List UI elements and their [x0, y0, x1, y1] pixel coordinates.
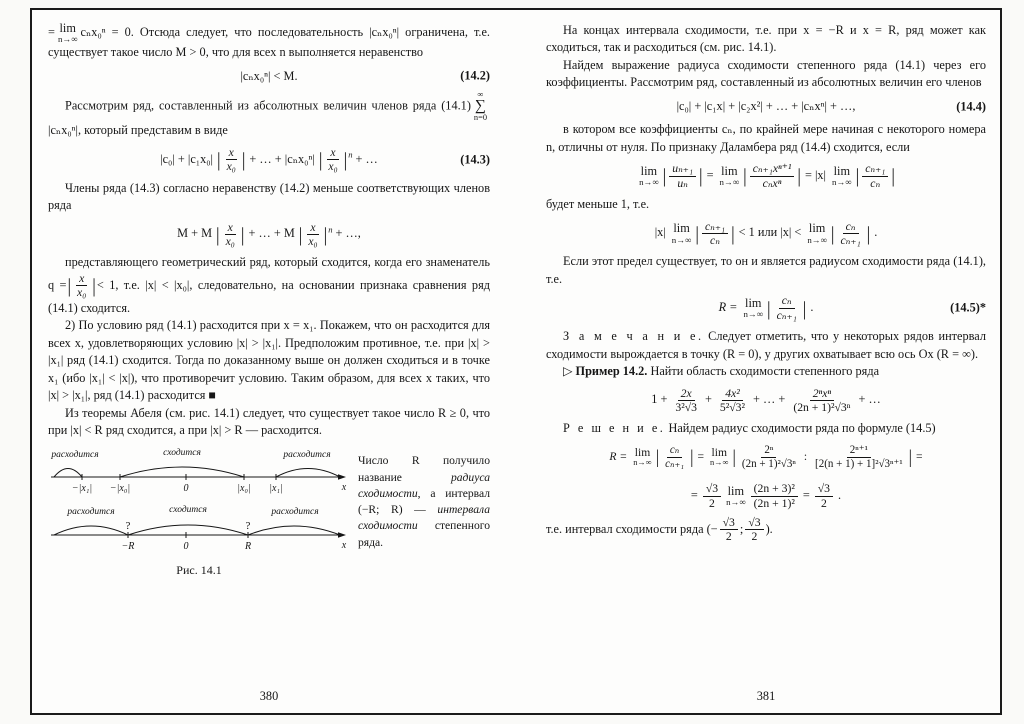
arc-label-converges: сходится — [163, 448, 201, 459]
fraction — [672, 387, 700, 415]
separator: ; — [739, 521, 744, 536]
math-text: + … — [858, 392, 881, 407]
text-run: Найдем радиус сходимости ряда по формуле (14.5) — [665, 421, 936, 436]
lim-subscript: n→∞ — [633, 458, 652, 468]
numerator: cₙ₊₁xⁿ⁺¹ — [750, 162, 795, 176]
text-run: Следует отметить, что у некоторых рядов интервал сходимости вырождается в точку (R = 0), у других охватывает всю ось Ox (R = ∞). — [546, 329, 986, 361]
exponent-n: n — [328, 224, 333, 235]
fraction — [790, 387, 853, 415]
denominator: x₀ — [308, 235, 318, 249]
text-run: cₙx₀ⁿ = 0. Отсюда следует, что последовательность |cₙx₀ⁿ| ограничена, т.е. существует такое число M > 0, что для всех n выполняется неравенство — [48, 24, 490, 60]
numerator: √3 — [745, 516, 763, 530]
text-run: Число R получило название — [358, 454, 490, 484]
lim-word: lim — [59, 21, 76, 35]
fraction — [751, 482, 798, 510]
denominator: (2n + 1)²√3ⁿ — [741, 457, 796, 470]
abs-bar: | — [732, 445, 736, 468]
fraction — [815, 482, 833, 510]
term-radius-of-convergence: радиуса сходимости — [358, 470, 490, 500]
limit-operator — [720, 165, 740, 187]
abs-bar: | — [240, 222, 245, 246]
numerator: 2ⁿ⁺¹ — [847, 444, 871, 458]
denominator: [2(n + 1) + 1]²√3ⁿ⁺¹ — [815, 457, 903, 470]
sum-symbol — [474, 91, 487, 122]
paragraph-dalembert-condition — [546, 121, 986, 156]
fraction — [750, 162, 795, 190]
denominator: cₙ — [710, 233, 720, 247]
denominator: cₙ₊₁ — [665, 457, 685, 470]
arc-label-diverges: расходится — [51, 450, 99, 461]
text-run: = — [48, 24, 55, 39]
formula-geometric-series — [48, 221, 490, 249]
arc-label-diverges: расходится — [271, 507, 319, 518]
limit-operator — [633, 447, 652, 468]
sum-sigma: ∑ — [474, 97, 486, 115]
arc-label-converges: сходится — [169, 505, 207, 516]
abs-bar: | — [298, 222, 303, 246]
lim-word: lim — [711, 445, 728, 459]
page-right — [516, 10, 1000, 713]
limit-operator — [58, 22, 78, 44]
math-text: R = — [609, 449, 628, 463]
close-paren: ). — [765, 521, 773, 536]
abs-bar: | — [699, 163, 703, 187]
tick-label-zero: 0 — [183, 483, 189, 495]
text-run: Если этот предел существует, то он и является радиусом сходимости ряда (14.1), т.е. — [546, 254, 986, 286]
fraction — [325, 146, 340, 174]
example-marker-icon: ▷ — [563, 364, 576, 379]
solution-lead: Р е ш е н и е. — [563, 421, 666, 436]
denominator: 2 — [820, 496, 827, 510]
fraction — [669, 162, 696, 190]
text-run: Найти область сходимости степенного ряда — [647, 364, 880, 379]
denominator: 5²√3² — [719, 400, 745, 414]
tick-label-neg-x0: −|x₀| — [109, 483, 131, 495]
denominator: cₙxⁿ — [762, 176, 782, 190]
lim-word: lim — [745, 296, 762, 311]
formula-example-series — [546, 387, 986, 415]
abs-bar: | — [891, 163, 895, 187]
paragraph-less-than-one — [546, 196, 986, 213]
tick-label-R: R — [244, 541, 252, 553]
lim-subscript: n→∞ — [726, 497, 746, 508]
denominator: x₀ — [226, 160, 236, 174]
lim-word: lim — [808, 221, 826, 236]
numerator: √3 — [815, 482, 833, 496]
tick-label-neg-R: −R — [121, 541, 135, 553]
tick-label-neg-x1: −|x₁| — [71, 483, 93, 495]
lim-word: lim — [640, 164, 658, 179]
question-mark: ? — [125, 520, 131, 533]
fraction — [703, 482, 721, 510]
formula-14-2 — [48, 68, 490, 85]
question-mark: ? — [245, 520, 251, 533]
exponent-n: n — [348, 149, 353, 160]
math-text: = — [916, 449, 923, 463]
numerator: cₙ — [779, 294, 795, 308]
math-text: . — [810, 300, 814, 315]
tick-label-x0: |x₀| — [237, 483, 251, 495]
fraction — [223, 221, 238, 249]
abs-bar: | — [67, 273, 72, 297]
denominator: cₙ₊₁ — [840, 233, 861, 247]
lim-subscript: n→∞ — [719, 177, 740, 188]
text-run: Рассмотрим ряд, составленный из абсолютных величин членов ряда (14.1) — [65, 98, 471, 113]
abs-bar: | — [690, 445, 694, 468]
denominator: cₙ — [870, 176, 881, 190]
math-text: |x| — [654, 225, 666, 240]
text-run: Из теоремы Абеля (см. рис. 14.1) следует, что существует такое число R ≥ 0, что при |x| < R ряд сходится, а при |x| > R — расходится. — [48, 405, 490, 437]
paragraph-radius-expression — [546, 57, 986, 92]
page-left — [32, 10, 516, 713]
text-run: < 1, т.е. |x| < |x₀|, следовательно, на основании признака сравнения ряд (14.1) сходится. — [48, 277, 490, 315]
numerator: (2n + 3)² — [751, 482, 798, 496]
arc-convergent-2 — [128, 525, 248, 535]
denominator: uₙ — [677, 176, 688, 190]
numerator: cₙ₊₁ — [862, 162, 888, 176]
denominator: (2n + 1)² — [753, 496, 795, 510]
numerator: cₙ₊₁ — [702, 220, 728, 234]
abs-bar: | — [797, 163, 801, 187]
paragraph-example-14-2 — [546, 363, 986, 380]
numerator: uₙ₊₁ — [669, 162, 696, 176]
denominator: 2 — [709, 496, 715, 510]
math-text: = — [802, 487, 810, 502]
fraction — [862, 162, 888, 190]
math-text: + …, — [335, 226, 361, 241]
denominator: cₙ₊₁ — [776, 308, 797, 322]
arc-divergent-left-2 — [54, 526, 128, 535]
abs-bar: | — [217, 147, 221, 171]
numerator: 2ⁿxⁿ — [810, 387, 834, 401]
math-text: = — [690, 487, 698, 502]
division-colon: : — [803, 449, 808, 463]
text-run: будет меньше 1, т.е. — [546, 197, 650, 212]
figure-14-1 — [48, 447, 490, 579]
math-text: = — [697, 449, 705, 463]
abs-bar: | — [323, 222, 328, 246]
arc-label-diverges: расходится — [67, 507, 115, 518]
math-text: . — [838, 487, 842, 502]
abs-bar: | — [216, 222, 220, 246]
page-number-right: 381 — [756, 688, 776, 703]
denominator: x₀ — [225, 235, 235, 249]
formula-14-3 — [48, 146, 490, 174]
open-paren: (− — [706, 521, 718, 536]
math-text: |cₙx₀ⁿ| < M. — [240, 68, 298, 83]
equation-number: (14.4) — [956, 98, 986, 113]
fraction — [774, 294, 800, 322]
formula-14-4 — [546, 98, 986, 115]
figure-side-text — [358, 447, 490, 579]
axis-label-x: x — [341, 540, 347, 552]
lim-subscript: n→∞ — [832, 177, 852, 188]
limit-operator — [726, 485, 746, 507]
numerator: x — [307, 221, 318, 235]
fraction — [739, 444, 799, 470]
tick-label-x1: |x₁| — [269, 483, 283, 495]
fraction — [305, 221, 320, 249]
abs-bar: | — [802, 295, 807, 319]
arc-convergent-1 — [120, 467, 244, 477]
equation-number: (14.3) — [460, 152, 490, 167]
math-text: + … + M — [248, 226, 295, 241]
abs-bar: | — [343, 147, 348, 171]
figure-caption: Рис. 14.1 — [176, 563, 222, 578]
paragraph-limit-continuation — [48, 22, 490, 62]
fraction — [812, 444, 906, 470]
fraction — [662, 444, 687, 470]
text-run: , а интервал (−R; R) — — [358, 486, 490, 517]
abs-bar: | — [662, 163, 667, 187]
lim-word: lim — [673, 221, 690, 236]
fraction — [702, 220, 728, 248]
abs-bar: | — [695, 221, 699, 245]
fraction — [838, 220, 864, 248]
abs-bar: | — [731, 221, 735, 245]
remark-lead: З а м е ч а н и е. — [563, 329, 704, 344]
sum-upper-limit: ∞ — [477, 90, 484, 100]
formula-dalembert-limit — [546, 162, 986, 190]
text-run: т.е. интервал сходимости ряда — [546, 521, 707, 536]
limit-operator — [639, 165, 659, 187]
numerator: 4x² — [722, 387, 743, 401]
numerator: cₙ — [843, 220, 859, 234]
formula-radius-computation-1 — [546, 444, 986, 470]
math-text: . — [874, 225, 878, 240]
equation-number: (14.2) — [460, 68, 490, 83]
numerator: x — [226, 146, 237, 160]
lim-word: lim — [727, 484, 745, 499]
arc-divergent-right-2 — [248, 526, 340, 535]
math-text: + … + |cₙx₀ⁿ| — [249, 151, 315, 166]
numerator: √3 — [720, 516, 738, 530]
formula-inequality — [546, 220, 986, 248]
lim-subscript: n→∞ — [57, 34, 78, 45]
numerator: x — [327, 146, 338, 160]
text-run: степенного ряда. — [358, 519, 490, 549]
denominator: 3²√3 — [675, 400, 697, 414]
lim-subscript: n→∞ — [639, 177, 659, 188]
fraction — [717, 387, 748, 415]
abs-bar: | — [655, 445, 660, 468]
axis-label-x: x — [341, 482, 347, 494]
math-text: 1 + — [651, 392, 668, 407]
denominator: (2n + 1)²√3ⁿ — [793, 400, 851, 414]
abs-bar: | — [767, 295, 771, 319]
math-text: M + M — [177, 226, 213, 241]
lim-subscript: n→∞ — [710, 458, 729, 468]
paragraph-abs-series — [48, 91, 490, 140]
sum-lower-limit: n=0 — [473, 113, 487, 123]
math-text: R = — [718, 300, 738, 315]
lim-subscript: n→∞ — [807, 234, 827, 245]
term-interval-of-convergence: интервала сходимости — [358, 503, 490, 533]
equation-number: (14.5)* — [950, 300, 986, 315]
limit-operator — [832, 165, 852, 187]
fraction — [745, 516, 763, 544]
math-text: = — [706, 167, 714, 182]
fraction — [74, 272, 89, 300]
limit-operator — [743, 297, 763, 319]
denominator: 2 — [725, 530, 732, 544]
formula-radius-computation-2 — [546, 482, 986, 510]
denominator: x₀ — [328, 160, 338, 174]
limit-operator — [672, 222, 692, 244]
paragraph-remark — [546, 328, 986, 363]
lim-word: lim — [634, 445, 651, 459]
numerator: √3 — [703, 482, 721, 496]
arc-label-diverges: расходится — [283, 450, 331, 461]
paragraph-divergence-proof — [48, 317, 490, 404]
math-text: + — [704, 392, 712, 407]
math-text: + … + — [753, 392, 786, 407]
lim-word: lim — [721, 164, 738, 179]
text-run: представляющего геометрический ряд, который сходится, когда его знаменатель q = — [48, 255, 490, 292]
page-number-left: 380 — [259, 688, 279, 703]
abs-bar: | — [908, 445, 913, 468]
lim-subscript: n→∞ — [743, 309, 764, 320]
figure-column — [48, 447, 350, 579]
lim-subscript: n→∞ — [671, 234, 692, 245]
paragraph-comparison — [48, 180, 490, 215]
abs-bar: | — [830, 221, 835, 245]
book-spread — [30, 8, 1002, 715]
paragraph-interval-result — [546, 516, 986, 544]
lim-word: lim — [833, 164, 851, 179]
abs-bar: | — [866, 221, 871, 245]
text-run: На концах интервала сходимости, т.е. при x = −R и x = R, ряд может как сходиться, так и расходиться (см. рис. 14.1). — [546, 23, 986, 55]
formula-14-5 — [546, 294, 986, 322]
paragraph-abel-corollary — [48, 405, 490, 440]
abs-bar: | — [241, 147, 246, 171]
fraction — [720, 516, 738, 544]
paragraph-geometric-explanation — [48, 254, 490, 317]
abs-bar: | — [318, 147, 323, 171]
numerator: x — [76, 272, 87, 286]
numerator: 2ⁿ — [761, 444, 776, 458]
text-run: в котором все коэффициенты cₙ, по крайней мере начиная с некоторого номера n, отличны от нуля. По признаку Даламбера ряд (14.4) сходится, если — [546, 122, 986, 154]
math-text: |c₀| + |c₁x| + |c₂x²| + … + |cₙxⁿ| + …, — [676, 98, 856, 113]
numerator: 2x — [678, 387, 695, 401]
paragraph-radius-definition — [546, 253, 986, 288]
abs-bar: | — [743, 163, 747, 187]
math-text: = |x| — [804, 167, 827, 182]
fraction — [224, 146, 239, 174]
text-run: Члены ряда (14.3) согласно неравенству (14.2) меньше соответствующих членов ряда — [48, 180, 490, 213]
numerator: cₙ — [667, 444, 682, 458]
arc-divergent-left-1 — [54, 469, 82, 478]
text-run: Найдем выражение радиуса сходимости степенного ряда (14.1) через его коэффициенты. Рассмотрим ряд, составленный из абсолютных величин его членов — [546, 57, 986, 90]
tick-label-zero: 0 — [183, 541, 189, 553]
denominator: x₀ — [77, 286, 87, 300]
paragraph-endpoints — [546, 22, 986, 57]
denominator: 2 — [751, 530, 758, 544]
example-lead: Пример 14.2. — [575, 364, 648, 379]
text-run: 2) По условию ряд (14.1) расходится при x = x₁. Покажем, что он расходится для всех x, удовлетворяющих условию |x| > |x₁|. Предположим противное, т.е. при |x| > |x₁| ряд (14.1) сходится. Тогда по доказанному выше он должен сходиться и в точке x₁ (ибо |x₁| < |x|), что противоречит условию. Таким образом, для всех x таких, что |x| > |x₁|, ряд (14.1) расходится ■ — [48, 318, 490, 403]
math-text: + … — [355, 151, 378, 166]
paragraph-solution — [546, 420, 986, 437]
text-run: |cₙx₀ⁿ|, который представим в виде — [48, 123, 228, 138]
math-text: < 1 или |x| < — [738, 225, 802, 240]
limit-operator — [807, 222, 827, 244]
abs-bar: | — [92, 273, 96, 297]
math-text: |c₀| + |c₁x₀| — [160, 151, 213, 166]
arc-divergent-right-1 — [276, 469, 340, 478]
numerator: x — [225, 221, 236, 235]
abs-bar: | — [855, 163, 860, 187]
figure-14-1-diagram — [48, 447, 350, 561]
limit-operator — [710, 447, 729, 468]
